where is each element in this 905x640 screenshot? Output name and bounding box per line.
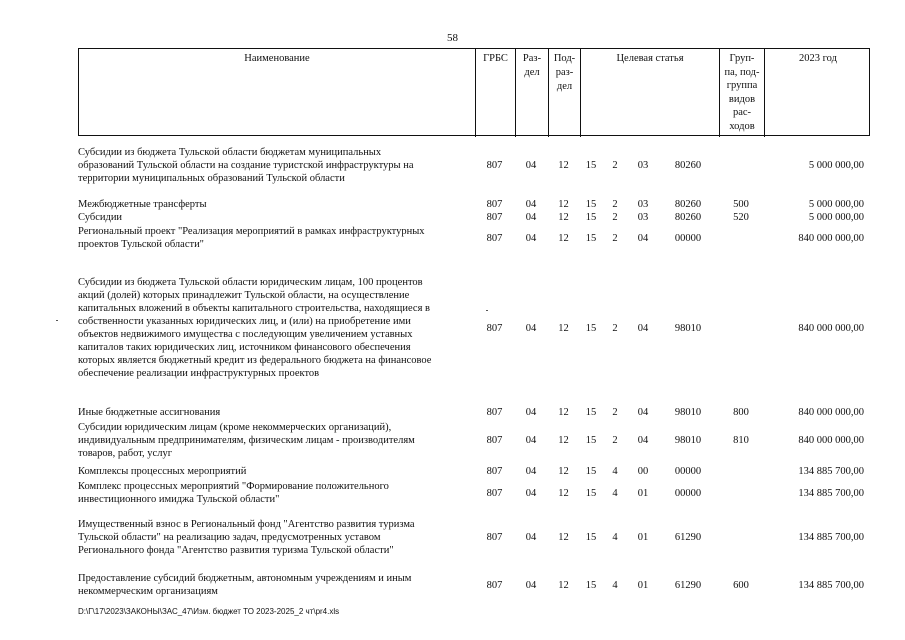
cell-grbs: 807: [486, 435, 503, 446]
cell-grbs: 807: [486, 466, 503, 477]
cell-amount-2023: 840 000 000,00: [798, 435, 864, 446]
cell-amount-2023: 840 000 000,00: [798, 407, 864, 418]
cell-target-type: 4: [612, 532, 618, 543]
cell-razdel: 04: [525, 466, 537, 477]
table-row: [78, 518, 870, 557]
scan-speck: [56, 320, 58, 321]
cell-target-item: 01: [637, 488, 649, 499]
cell-target-program: 15: [585, 160, 597, 171]
cell-podrazdel: 12: [558, 435, 569, 446]
cell-target-item: 04: [637, 435, 649, 446]
page-number: 58: [447, 32, 458, 44]
table-row: [78, 276, 870, 380]
cell-target-item: 03: [637, 199, 649, 210]
cell-target-program: 15: [585, 532, 597, 543]
cell-expense-group: 600: [733, 580, 749, 591]
cell-razdel: 04: [525, 233, 537, 244]
cell-target-item: 04: [637, 233, 649, 244]
table-row: [78, 421, 870, 460]
cell-podrazdel: 12: [558, 233, 569, 244]
cell-grbs: 807: [486, 407, 503, 418]
cell-target-item: 01: [637, 532, 649, 543]
cell-razdel: 04: [525, 488, 537, 499]
table-row: [78, 146, 870, 185]
table-row: [78, 225, 870, 251]
cell-grbs: 807: [486, 199, 503, 210]
cell-target-program: 15: [585, 580, 597, 591]
cell-target-type: 4: [612, 488, 618, 499]
cell-amount-2023: 134 885 700,00: [798, 466, 864, 477]
cell-name: Предоставление субсидий бюджетным, автономным учреждениям и иным некоммерческим организациям: [78, 573, 412, 597]
cell-razdel: 04: [525, 580, 537, 591]
cell-name: Региональный проект "Реализация мероприятий в рамках инфраструктурных проектов Тульской области": [78, 226, 425, 250]
table-row: [78, 465, 870, 478]
cell-amount-2023: 134 885 700,00: [798, 580, 864, 591]
header-podrazdel: Под- раз- дел: [553, 53, 576, 92]
cell-name: Комплексы процессных мероприятий: [78, 466, 247, 477]
cell-amount-2023: 840 000 000,00: [798, 233, 864, 244]
cell-target-direction: 61290: [674, 580, 702, 591]
cell-target-type: 2: [612, 435, 618, 446]
cell-grbs: 807: [486, 488, 503, 499]
header-target: Целевая статья: [616, 53, 684, 64]
cell-target-direction: 98010: [674, 435, 702, 446]
cell-razdel: 04: [525, 532, 537, 543]
cell-razdel: 04: [525, 199, 537, 210]
header-grbs: ГРБС: [483, 53, 508, 64]
cell-target-direction: 00000: [674, 488, 702, 499]
cell-razdel: 04: [525, 212, 537, 223]
cell-target-item: 03: [637, 160, 649, 171]
cell-target-direction: 80260: [674, 212, 702, 223]
cell-name: Субсидии из бюджета Тульской области юридическим лицам, 100 процентов акций (долей) которых принадлежит Тульской области, на осуществление капитальных вложений в объекты капитального строительства, находящиеся в собственности указанных юридических лиц, и (или) на приобретение ими объектов недвижимого имущества с последующим увеличением уставных капиталов таких юридических лиц, источником финансового обеспечения которых является бюджетный кредит из федерального бюджета на финансовое обеспечение реализации инфраструктурных проектов: [78, 277, 432, 379]
cell-amount-2023: 840 000 000,00: [798, 323, 864, 334]
cell-target-program: 15: [585, 466, 597, 477]
scan-speck: [486, 310, 488, 311]
cell-razdel: 04: [525, 160, 537, 171]
cell-expense-group: 810: [733, 435, 749, 446]
cell-target-item: 01: [637, 580, 649, 591]
cell-grbs: 807: [486, 212, 503, 223]
cell-target-program: 15: [585, 233, 597, 244]
cell-podrazdel: 12: [558, 323, 569, 334]
cell-target-type: 2: [612, 407, 618, 418]
cell-razdel: 04: [525, 407, 537, 418]
cell-grbs: 807: [486, 532, 503, 543]
header-name: Наименование: [244, 53, 310, 64]
cell-target-direction: 80260: [674, 160, 702, 171]
cell-amount-2023: 5 000 000,00: [808, 199, 864, 210]
cell-target-direction: 80260: [674, 199, 702, 210]
cell-target-direction: 98010: [674, 407, 702, 418]
cell-target-direction: 00000: [674, 466, 702, 477]
cell-amount-2023: 134 885 700,00: [798, 488, 864, 499]
cell-name: Субсидии юридическим лицам (кроме некоммерческих организаций), индивидуальным предпринимателям, физическим лицам - производителям товаров, работ, услуг: [78, 422, 415, 459]
cell-razdel: 04: [525, 323, 537, 334]
cell-podrazdel: 12: [558, 407, 569, 418]
cell-grbs: 807: [486, 580, 503, 591]
cell-target-program: 15: [585, 199, 597, 210]
cell-name: Межбюджетные трансферты: [78, 199, 207, 210]
cell-target-program: 15: [585, 435, 597, 446]
cell-target-type: 2: [612, 212, 618, 223]
cell-grbs: 807: [486, 233, 503, 244]
cell-grbs: 807: [486, 323, 503, 334]
cell-target-item: 04: [637, 323, 649, 334]
cell-podrazdel: 12: [558, 212, 569, 223]
cell-name: Субсидии из бюджета Тульской области бюджетам муниципальных образований Тульской области на создание туристской инфраструктуры на территории муниципальных образований Тульской области: [78, 147, 414, 184]
cell-podrazdel: 12: [558, 488, 569, 499]
cell-podrazdel: 12: [558, 466, 569, 477]
cell-podrazdel: 12: [558, 160, 569, 171]
cell-target-direction: 61290: [674, 532, 702, 543]
table-row: [78, 480, 870, 506]
cell-grbs: 807: [486, 160, 503, 171]
cell-expense-group: 520: [733, 212, 749, 223]
table-row: [78, 198, 870, 211]
cell-target-program: 15: [585, 488, 597, 499]
header-year: 2023 год: [799, 53, 837, 64]
cell-name: Субсидии: [78, 212, 123, 223]
footer-file-path: D:\Г\17\2023\ЗАКОНЫ\ЗАС_47\Изм. бюджет ТО 2023-2025_2 чт\pr4.xls: [78, 607, 340, 616]
cell-name: Имущественный взнос в Региональный фонд "Агентство развития туризма Тульской области" на реализацию задач, предусмотренных уставом Регионального фонда "Агентство развития туризма Тульской области": [78, 519, 415, 556]
table-row: [78, 406, 870, 419]
cell-target-type: 2: [612, 160, 618, 171]
cell-expense-group: 500: [733, 199, 749, 210]
cell-name: Комплекс процессных мероприятий "Формирование положительного инвестиционного имиджа Тульской области": [78, 481, 389, 505]
cell-target-item: 04: [637, 407, 649, 418]
cell-target-item: 03: [637, 212, 649, 223]
table-row: [78, 572, 870, 598]
cell-name: Иные бюджетные ассигнования: [78, 407, 221, 418]
cell-target-type: 4: [612, 466, 618, 477]
budget-table: [78, 48, 870, 630]
cell-target-program: 15: [585, 323, 597, 334]
cell-target-item: 00: [637, 466, 649, 477]
cell-podrazdel: 12: [558, 532, 569, 543]
header-group: Груп- па, под- группа видов рас- ходов: [724, 53, 760, 132]
cell-expense-group: 800: [733, 407, 749, 418]
cell-target-program: 15: [585, 212, 597, 223]
table-row: [78, 211, 870, 224]
cell-podrazdel: 12: [558, 199, 569, 210]
cell-target-direction: 98010: [674, 323, 702, 334]
cell-target-program: 15: [585, 407, 597, 418]
cell-target-type: 2: [612, 323, 618, 334]
cell-razdel: 04: [525, 435, 537, 446]
cell-target-type: 2: [612, 233, 618, 244]
cell-target-type: 4: [612, 580, 618, 591]
cell-amount-2023: 134 885 700,00: [798, 532, 864, 543]
cell-amount-2023: 5 000 000,00: [808, 212, 864, 223]
cell-target-direction: 00000: [674, 233, 702, 244]
table-header: [78, 48, 870, 136]
cell-amount-2023: 5 000 000,00: [808, 160, 864, 171]
cell-target-type: 2: [612, 199, 618, 210]
cell-podrazdel: 12: [558, 580, 569, 591]
header-razdel: Раз- дел: [522, 53, 542, 78]
